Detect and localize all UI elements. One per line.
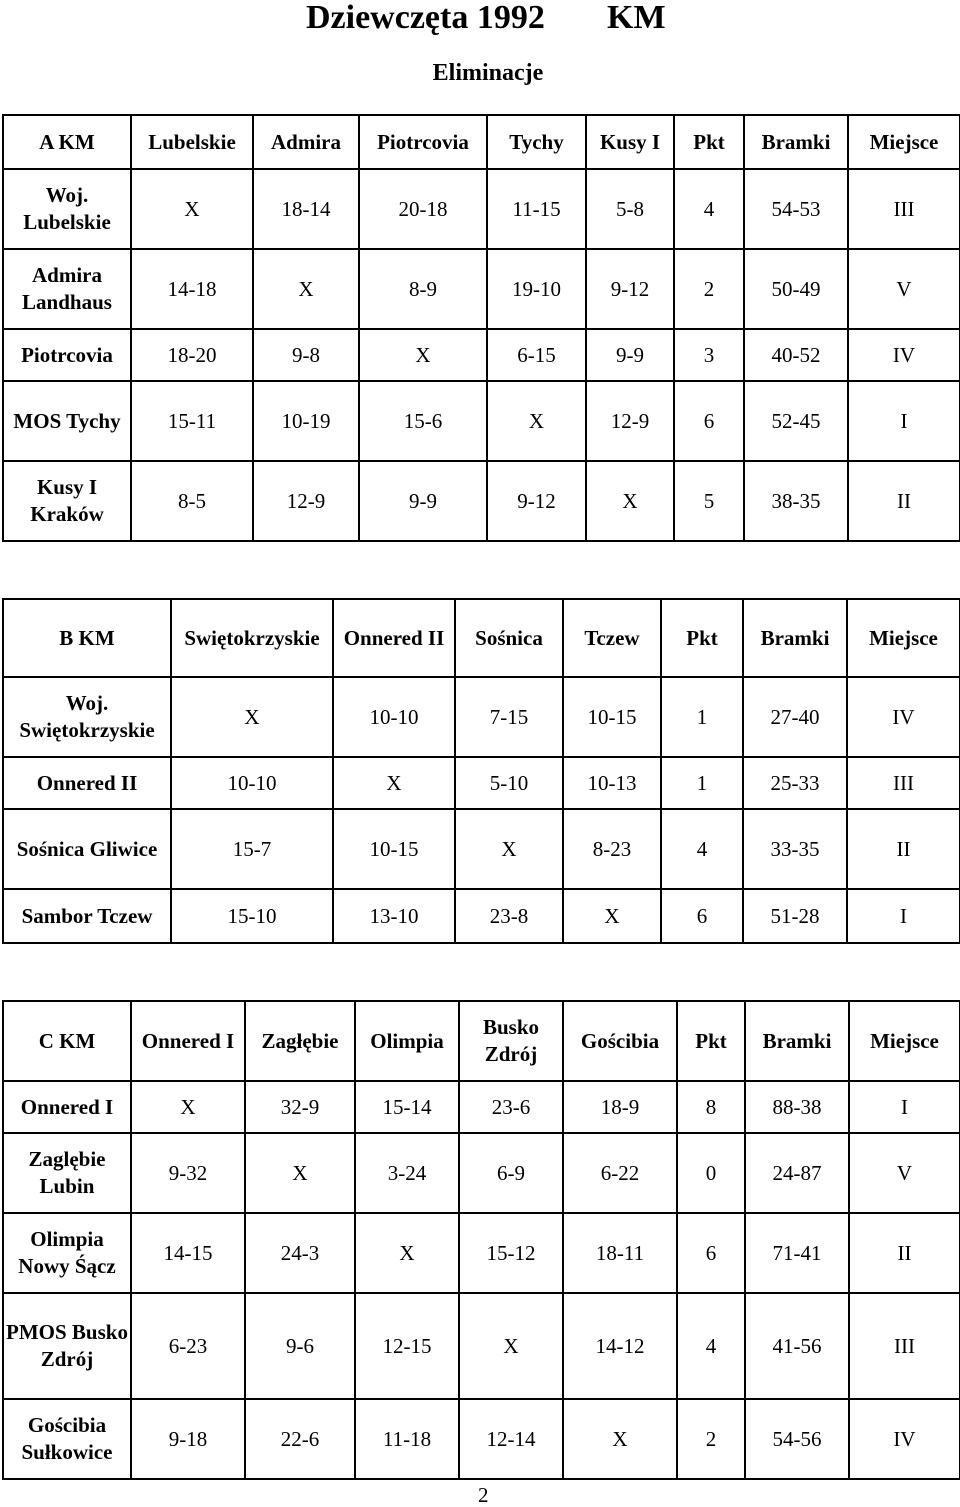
table-row bbox=[3, 381, 960, 461]
place-cell: III bbox=[849, 1293, 960, 1399]
header-cell: Miejsce bbox=[849, 1001, 960, 1081]
team-name: Sambor Tczew bbox=[3, 889, 171, 943]
header-cell: A KM bbox=[3, 115, 131, 169]
header-cell: Tychy bbox=[487, 115, 586, 169]
goals-cell: 54-53 bbox=[744, 169, 848, 249]
points-cell: 2 bbox=[674, 249, 744, 329]
result-cell: 18-9 bbox=[563, 1081, 677, 1133]
team-name: Olimpia Nowy Śącz bbox=[3, 1213, 131, 1293]
header-cell: Olimpia bbox=[355, 1001, 459, 1081]
goals-cell: 54-56 bbox=[745, 1399, 849, 1479]
result-cell: 9-9 bbox=[586, 329, 674, 381]
points-cell: 6 bbox=[661, 889, 743, 943]
result-cell: 6-23 bbox=[131, 1293, 245, 1399]
result-cell: 22-6 bbox=[245, 1399, 355, 1479]
header-cell: Swiętokrzyskie bbox=[171, 599, 333, 677]
result-cell: 14-12 bbox=[563, 1293, 677, 1399]
table-header-row bbox=[3, 599, 960, 677]
result-cell: 9-32 bbox=[131, 1133, 245, 1213]
goals-cell: 88-38 bbox=[745, 1081, 849, 1133]
header-cell: Sośnica bbox=[455, 599, 563, 677]
goals-cell: 41-56 bbox=[745, 1293, 849, 1399]
table-row bbox=[3, 1213, 960, 1293]
result-cell: X bbox=[333, 757, 455, 809]
result-cell: 9-6 bbox=[245, 1293, 355, 1399]
team-name: Woj. Swiętokrzyskie bbox=[3, 677, 171, 757]
place-cell: I bbox=[848, 381, 960, 461]
place-cell: III bbox=[847, 757, 960, 809]
result-cell: 10-19 bbox=[253, 381, 359, 461]
header-cell: Bramki bbox=[745, 1001, 849, 1081]
header-cell: Miejsce bbox=[847, 599, 960, 677]
header-cell: Pkt bbox=[661, 599, 743, 677]
page-title-league: KM bbox=[607, 0, 666, 36]
result-cell: X bbox=[563, 889, 661, 943]
place-cell: IV bbox=[847, 677, 960, 757]
table-header-row bbox=[3, 115, 960, 169]
result-cell: 15-14 bbox=[355, 1081, 459, 1133]
header-cell: Piotrcovia bbox=[359, 115, 487, 169]
team-name: Zaglębie Lubin bbox=[3, 1133, 131, 1213]
result-cell: 9-12 bbox=[487, 461, 586, 541]
result-cell: 12-14 bbox=[459, 1399, 563, 1479]
result-cell: 10-10 bbox=[333, 677, 455, 757]
header-cell: Miejsce bbox=[848, 115, 960, 169]
points-cell: 6 bbox=[677, 1213, 745, 1293]
result-cell: 13-10 bbox=[333, 889, 455, 943]
team-name: Gościbia Sułkowice bbox=[3, 1399, 131, 1479]
result-cell: 10-15 bbox=[563, 677, 661, 757]
table-row bbox=[3, 169, 960, 249]
page-title bbox=[0, 0, 960, 36]
team-name: Piotrcovia bbox=[3, 329, 131, 381]
result-cell: 6-22 bbox=[563, 1133, 677, 1213]
result-cell: 3-24 bbox=[355, 1133, 459, 1213]
header-cell: C KM bbox=[3, 1001, 131, 1081]
table-row bbox=[3, 1399, 960, 1479]
result-cell: 18-11 bbox=[563, 1213, 677, 1293]
result-cell: 15-7 bbox=[171, 809, 333, 889]
result-cell: 6-15 bbox=[487, 329, 586, 381]
result-cell: X bbox=[563, 1399, 677, 1479]
team-name: Onnered II bbox=[3, 757, 171, 809]
result-cell: 9-18 bbox=[131, 1399, 245, 1479]
points-cell: 2 bbox=[677, 1399, 745, 1479]
group-c-table bbox=[2, 1000, 960, 1480]
result-cell: X bbox=[171, 677, 333, 757]
result-cell: X bbox=[245, 1133, 355, 1213]
header-cell: Lubelskie bbox=[131, 115, 253, 169]
goals-cell: 33-35 bbox=[743, 809, 847, 889]
group-b-table bbox=[2, 598, 960, 944]
result-cell: 9-12 bbox=[586, 249, 674, 329]
result-cell: 11-18 bbox=[355, 1399, 459, 1479]
header-cell: Busko Zdrój bbox=[459, 1001, 563, 1081]
goals-cell: 51-28 bbox=[743, 889, 847, 943]
result-cell: 5-8 bbox=[586, 169, 674, 249]
header-cell: Kusy I bbox=[586, 115, 674, 169]
table-row bbox=[3, 1293, 960, 1399]
team-name: Woj. Lubelskie bbox=[3, 169, 131, 249]
result-cell: 5-10 bbox=[455, 757, 563, 809]
table-header-row bbox=[3, 1001, 960, 1081]
points-cell: 5 bbox=[674, 461, 744, 541]
result-cell: 24-3 bbox=[245, 1213, 355, 1293]
goals-cell: 50-49 bbox=[744, 249, 848, 329]
header-cell: Onnered I bbox=[131, 1001, 245, 1081]
result-cell: X bbox=[131, 1081, 245, 1133]
goals-cell: 27-40 bbox=[743, 677, 847, 757]
result-cell: 15-10 bbox=[171, 889, 333, 943]
goals-cell: 25-33 bbox=[743, 757, 847, 809]
points-cell: 4 bbox=[674, 169, 744, 249]
result-cell: 15-6 bbox=[359, 381, 487, 461]
header-cell: B KM bbox=[3, 599, 171, 677]
table-row bbox=[3, 329, 960, 381]
table-row bbox=[3, 757, 960, 809]
goals-cell: 52-45 bbox=[744, 381, 848, 461]
place-cell: III bbox=[848, 169, 960, 249]
header-cell: Gościbia bbox=[563, 1001, 677, 1081]
result-cell: X bbox=[487, 381, 586, 461]
team-name: Kusy I Kraków bbox=[3, 461, 131, 541]
group-a-table bbox=[2, 114, 960, 542]
page-number: 2 bbox=[478, 1483, 489, 1507]
goals-cell: 71-41 bbox=[745, 1213, 849, 1293]
result-cell: 15-11 bbox=[131, 381, 253, 461]
header-cell: Zagłębie bbox=[245, 1001, 355, 1081]
table-row bbox=[3, 677, 960, 757]
points-cell: 3 bbox=[674, 329, 744, 381]
result-cell: X bbox=[455, 809, 563, 889]
result-cell: 20-18 bbox=[359, 169, 487, 249]
header-cell: Pkt bbox=[674, 115, 744, 169]
place-cell: IV bbox=[848, 329, 960, 381]
points-cell: 0 bbox=[677, 1133, 745, 1213]
header-cell: Admira bbox=[253, 115, 359, 169]
points-cell: 4 bbox=[661, 809, 743, 889]
result-cell: 10-10 bbox=[171, 757, 333, 809]
result-cell: 14-18 bbox=[131, 249, 253, 329]
result-cell: 19-10 bbox=[487, 249, 586, 329]
result-cell: 15-12 bbox=[459, 1213, 563, 1293]
place-cell: V bbox=[848, 249, 960, 329]
result-cell: 8-9 bbox=[359, 249, 487, 329]
result-cell: 32-9 bbox=[245, 1081, 355, 1133]
goals-cell: 38-35 bbox=[744, 461, 848, 541]
team-name: Admira Landhaus bbox=[3, 249, 131, 329]
place-cell: IV bbox=[849, 1399, 960, 1479]
result-cell: 18-20 bbox=[131, 329, 253, 381]
points-cell: 6 bbox=[674, 381, 744, 461]
team-name: PMOS Busko Zdrój bbox=[3, 1293, 131, 1399]
header-cell: Bramki bbox=[744, 115, 848, 169]
result-cell: 7-15 bbox=[455, 677, 563, 757]
result-cell: 23-6 bbox=[459, 1081, 563, 1133]
place-cell: V bbox=[849, 1133, 960, 1213]
goals-cell: 24-87 bbox=[745, 1133, 849, 1213]
place-cell: II bbox=[847, 809, 960, 889]
table-row bbox=[3, 809, 960, 889]
result-cell: 11-15 bbox=[487, 169, 586, 249]
result-cell: X bbox=[459, 1293, 563, 1399]
result-cell: X bbox=[359, 329, 487, 381]
result-cell: X bbox=[586, 461, 674, 541]
header-cell: Onnered II bbox=[333, 599, 455, 677]
result-cell: 10-15 bbox=[333, 809, 455, 889]
page-title-category: Dziewczęta 1992 bbox=[306, 0, 545, 36]
result-cell: 23-8 bbox=[455, 889, 563, 943]
header-cell: Pkt bbox=[677, 1001, 745, 1081]
header-cell: Tczew bbox=[563, 599, 661, 677]
result-cell: 10-13 bbox=[563, 757, 661, 809]
result-cell: 9-8 bbox=[253, 329, 359, 381]
table-row bbox=[3, 1133, 960, 1213]
goals-cell: 40-52 bbox=[744, 329, 848, 381]
table-row bbox=[3, 461, 960, 541]
table-row bbox=[3, 249, 960, 329]
place-cell: I bbox=[847, 889, 960, 943]
place-cell: I bbox=[849, 1081, 960, 1133]
table-row bbox=[3, 889, 960, 943]
points-cell: 1 bbox=[661, 677, 743, 757]
result-cell: 12-15 bbox=[355, 1293, 459, 1399]
points-cell: 4 bbox=[677, 1293, 745, 1399]
result-cell: 18-14 bbox=[253, 169, 359, 249]
table-row bbox=[3, 1081, 960, 1133]
points-cell: 8 bbox=[677, 1081, 745, 1133]
result-cell: 12-9 bbox=[586, 381, 674, 461]
place-cell: II bbox=[848, 461, 960, 541]
result-cell: 8-23 bbox=[563, 809, 661, 889]
place-cell: II bbox=[849, 1213, 960, 1293]
team-name: Sośnica Gliwice bbox=[3, 809, 171, 889]
result-cell: 12-9 bbox=[253, 461, 359, 541]
result-cell: 6-9 bbox=[459, 1133, 563, 1213]
result-cell: X bbox=[253, 249, 359, 329]
page-subtitle: Eliminacje bbox=[432, 60, 544, 86]
result-cell: X bbox=[131, 169, 253, 249]
team-name: Onnered I bbox=[3, 1081, 131, 1133]
result-cell: 8-5 bbox=[131, 461, 253, 541]
points-cell: 1 bbox=[661, 757, 743, 809]
header-cell: Bramki bbox=[743, 599, 847, 677]
result-cell: 9-9 bbox=[359, 461, 487, 541]
result-cell: X bbox=[355, 1213, 459, 1293]
team-name: MOS Tychy bbox=[3, 381, 131, 461]
result-cell: 14-15 bbox=[131, 1213, 245, 1293]
